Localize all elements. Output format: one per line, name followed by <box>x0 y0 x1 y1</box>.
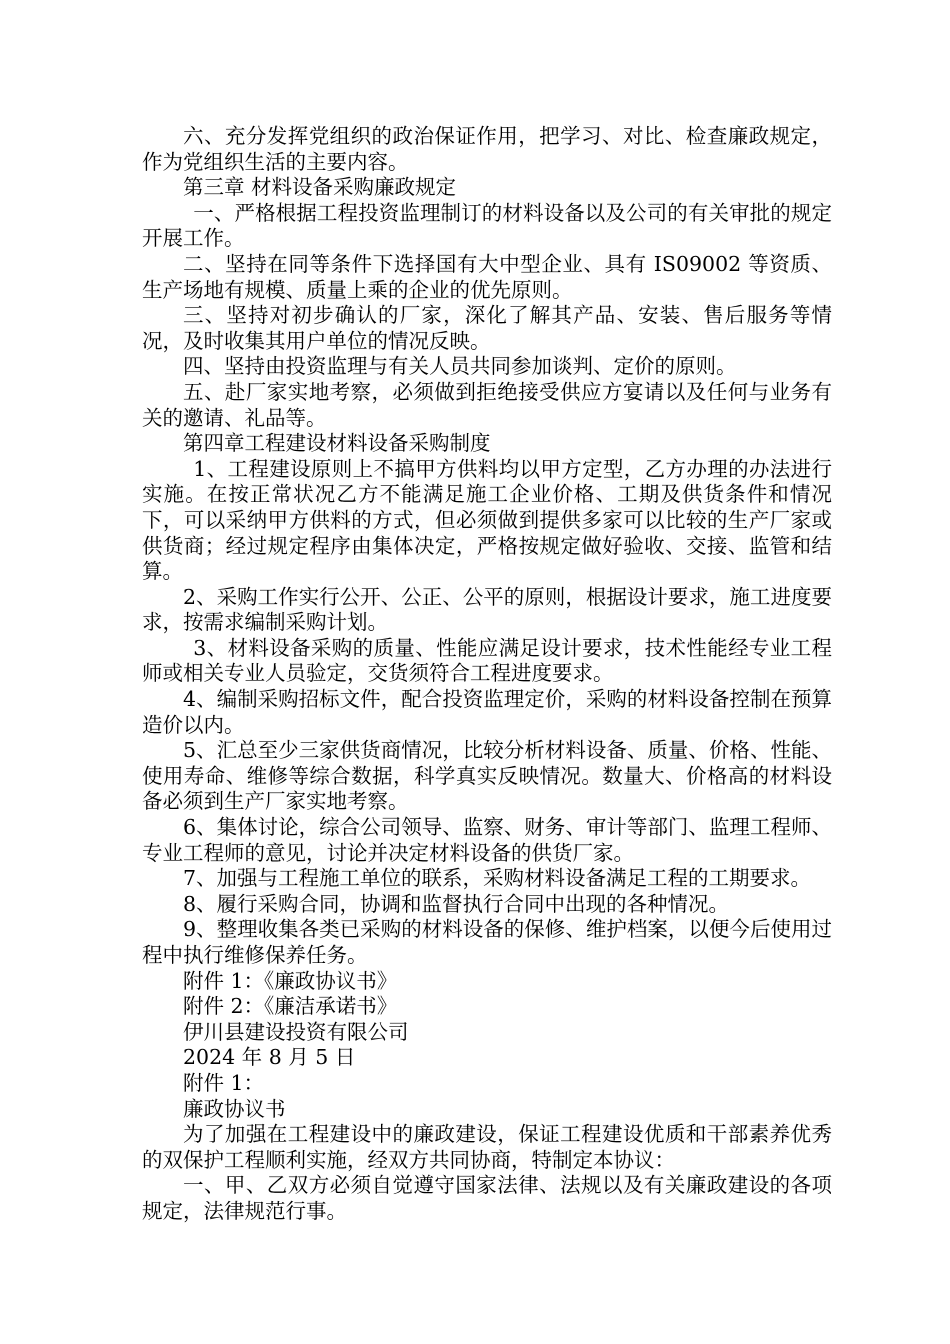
paragraph-3-5: 五、赴厂家实地考察，必须做到拒绝接受供应方宴请以及任何与业务有关的邀请、礼品等。 <box>142 379 832 430</box>
paragraph-3-3: 三、坚持对初步确认的厂家，深化了解其产品、安装、售后服务等情况，及时收集其用户单位的情况反映。 <box>142 303 832 353</box>
paragraph-4-3: 3、材料设备采购的质量、性能应满足设计要求，技术性能经专业工程师或相关专业人员验定，交货须符合工程进度要求。 <box>142 635 832 686</box>
paragraph-3-4: 四、坚持由投资监理与有关人员共同参加谈判、定价的原则。 <box>183 354 737 379</box>
company-name: 伊川县建设投资有限公司 <box>183 1019 409 1044</box>
agreement-title: 廉政协议书 <box>183 1096 286 1121</box>
attachment-2-line: 附件 2：《廉洁承诺书》 <box>183 994 398 1019</box>
agreement-clause-1: 一、甲、乙双方必须自觉遵守国家法律、法规以及有关廉政建设的各项规定，法律规范行事。 <box>142 1173 832 1223</box>
paragraph-4-4: 4、编制采购招标文件，配合投资监理定价，采购的材料设备控制在预算造价以内。 <box>142 687 832 737</box>
document-date: 2024 年 8 月 5 日 <box>183 1045 356 1070</box>
paragraph-4-6: 6、集体讨论，综合公司领导、监察、财务、审计等部门、监理工程师、专业工程师的意见，讨论并决定材料设备的供货厂家。 <box>142 815 832 865</box>
paragraph-party-org-role: 六、充分发挥党组织的政治保证作用，把学习、对比、检查廉政规定，作为党组织生活的主要内容。 <box>142 124 832 174</box>
attachment-1-line: 附件 1：《廉政协议书》 <box>183 968 398 993</box>
paragraph-3-1: 一、严格根据工程投资监理制订的材料设备以及公司的有关审批的规定开展工作。 <box>142 200 832 251</box>
paragraph-4-5: 5、汇总至少三家供货商情况，比较分析材料设备、质量、价格、性能、使用寿命、维修等综合数据，科学真实反映情况。数量大、价格高的材料设备必须到生产厂家实地考察。 <box>142 738 832 814</box>
paragraph-4-8: 8、履行采购合同，协调和监督执行合同中出现的各种情况。 <box>183 891 730 916</box>
paragraph-4-9: 9、整理收集各类已采购的材料设备的保修、维护档案，以便今后使用过程中执行维修保养任务。 <box>142 917 832 967</box>
paragraph-4-7: 7、加强与工程施工单位的联系，采购材料设备满足工程的工期要求。 <box>183 866 812 891</box>
paragraph-3-2: 二、坚持在同等条件下选择国有大中型企业、具有 IS09002 等资质、生产场地有规模、质量上乘的企业的优先原则。 <box>142 251 832 302</box>
chapter-3-heading: 第三章 材料设备采购廉政规定 <box>183 175 457 200</box>
agreement-preamble: 为了加强在工程建设中的廉政建设，保证工程建设优质和干部素养优秀的双保护工程顺利实施，经双方共同协商，特制定本协议： <box>142 1122 832 1172</box>
chapter-4-heading: 第四章工程建设材料设备采购制度 <box>183 431 491 456</box>
paragraph-4-1: 1、工程建设原则上不搞甲方供料均以甲方定型，乙方办理的办法进行实施。在按正常状况乙方不能满足施工企业价格、工期及供货条件和情况下，可以采纳甲方供料的方式，但必须做到提供多家可以比较的生产厂家或供货商；经过规定程序由集体决定，严格按规定做好验收、交接、监管和结算。 <box>142 456 832 584</box>
document-page <box>142 124 832 1225</box>
attachment-1-label: 附件 1： <box>183 1070 265 1095</box>
paragraph-4-2: 2、采购工作实行公开、公正、公平的原则，根据设计要求，施工进度要求，按需求编制采购计划。 <box>142 584 832 635</box>
